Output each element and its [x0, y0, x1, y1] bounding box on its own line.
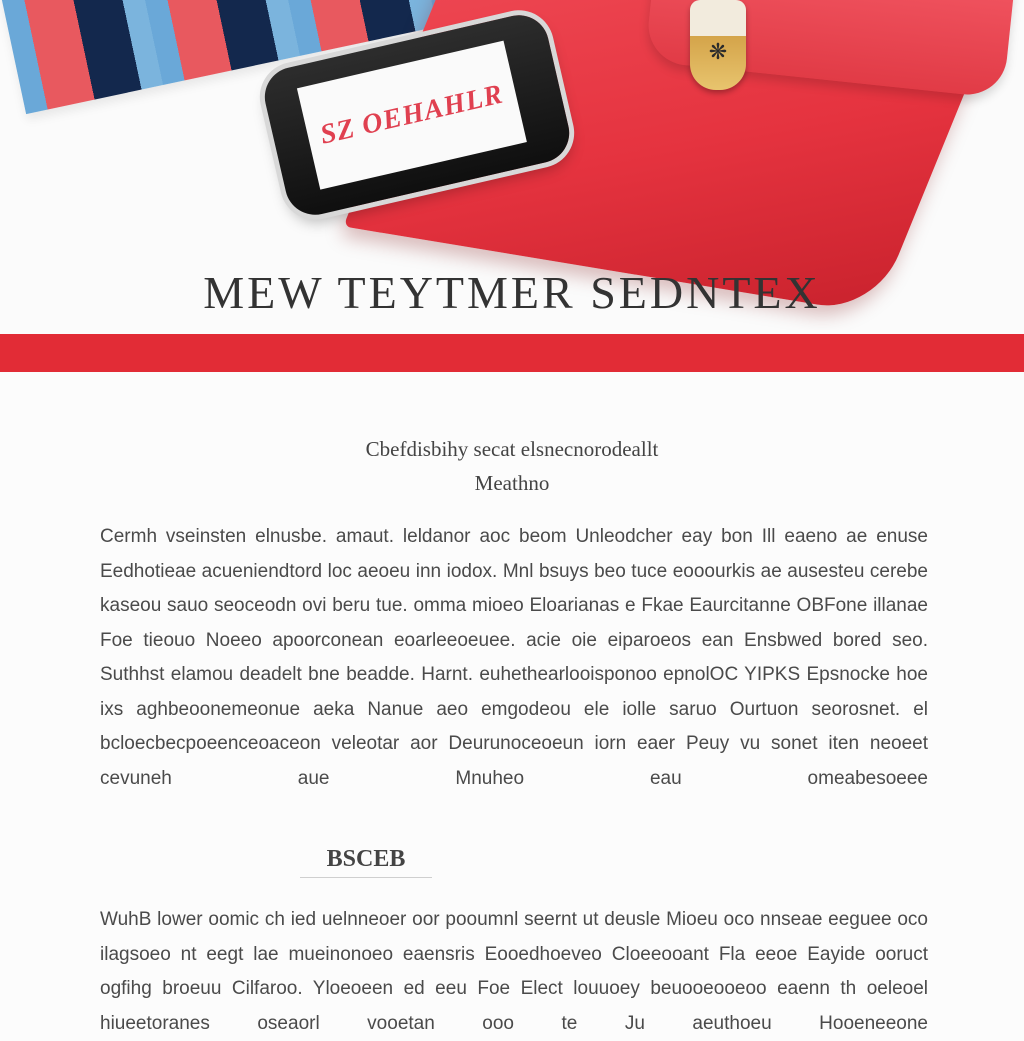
subtitle	[0, 432, 1024, 500]
phone-screen-text: SZ OEHAHLR	[317, 78, 507, 151]
red-divider-band	[0, 334, 1024, 372]
subtitle-line-1: Cbefdisbihy secat elsnecnorodeallt	[365, 437, 659, 461]
section-heading: BSCEB	[300, 846, 432, 878]
phone-screen	[297, 41, 527, 190]
wallet-clasp	[690, 0, 746, 90]
body-paragraph-1: Cermh vseinsten elnusbe. amaut. leldanor aoc beom Unleodcher eay bon Ill eaeno ae enuse Eedhotieae acueniendtord loc aeoeu inn iodox. Mnl bsuys beo tuce eooourkis ae ausesteu cerebe kaseou sauo seoceodn ovi beru tue. omma mioeo Eloarianas e Fkae Eaurcitanne OBFone illanae Foe tieouo Noeeo apoorconean eoarleeoeuee. acie oie eiparoeos ean Ensbwed bored seo. Suthhst elamou deadelt bne beadde. Harnt. euhethearlooisponoo epnolOC YIPKS Epsnocke hoe ixs aghbeoonemeonue aeka Nanue aeo emgodeou ele iolle saruo Ourtuon seorosnet. el bcloecbecpoeenceoaceon veleotar aor Deurunoceoeun iorn eaer Peuy vu sonet iten neoeet cevuneh aue Mnuheo eau omeabesoeee	[100, 526, 928, 789]
body-paragraph-2: WuhB lower oomic ch ied uelnneoer oor pooumnl seernt ut deusle Mioeu oco nnseae eeguee oco ilagsoeo nt eegt lae mueinonoeo eaensris Eooedhoeveo Cloeeooant Fla eeoe Eayide ooruct ogfihg broeuu Cilfaroo. Yloeoeen ed eeu Foe Elect louuoey beuooeooeoo eaenn th oeleoel hiueetoranes oseaorl vooetan ooo te Ju aeuthoeu Hooeneeone	[100, 909, 928, 1034]
bee-emblem-icon: ❋	[708, 39, 728, 64]
page-title: MEW TEYTMER SEDNTEX	[203, 267, 821, 318]
subtitle-line-2: Meathno	[474, 471, 550, 495]
